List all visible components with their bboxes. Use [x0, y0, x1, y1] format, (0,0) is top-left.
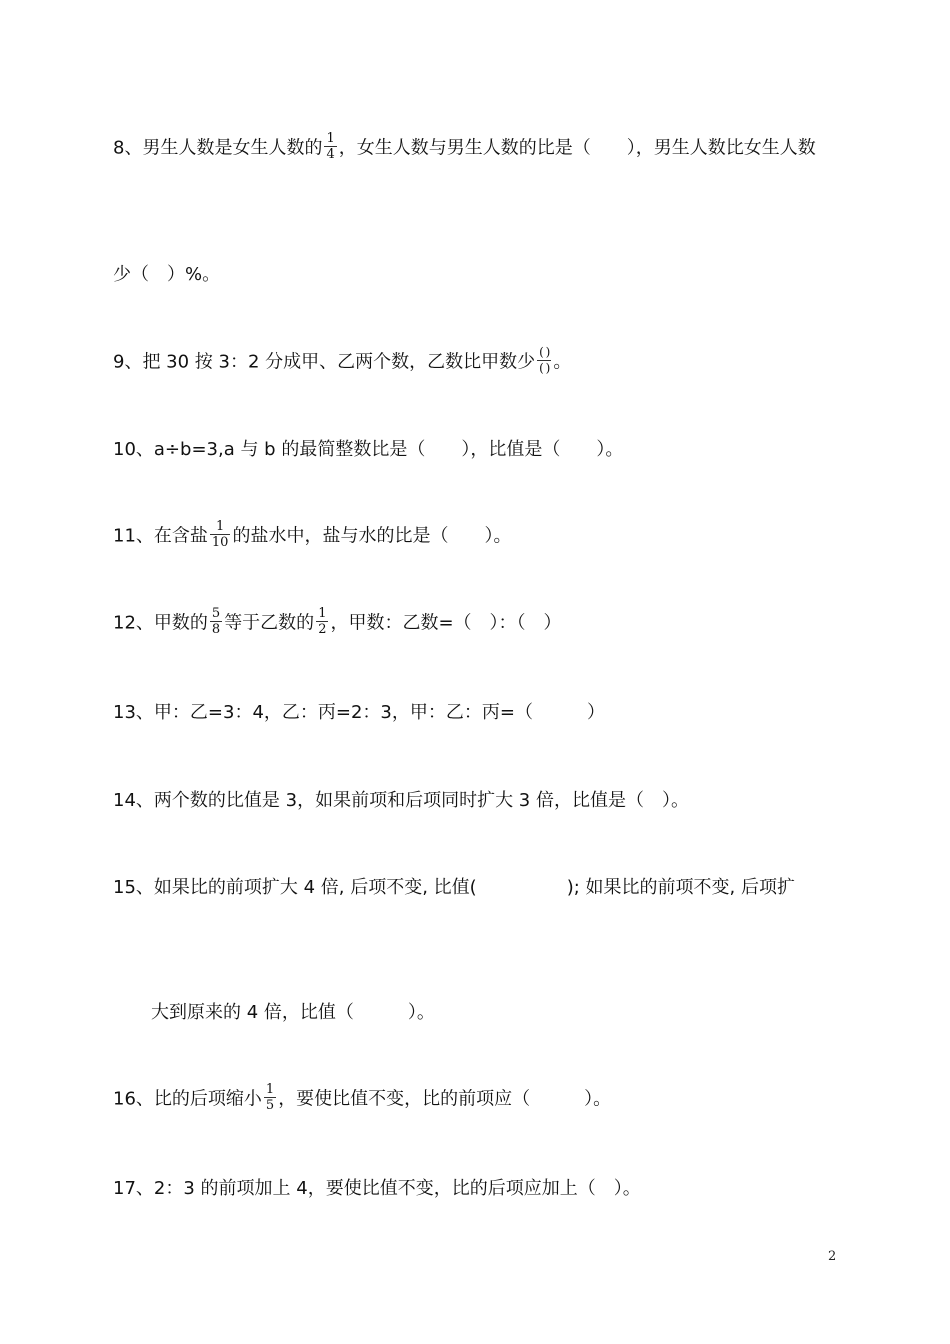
question-9 [113, 347, 571, 378]
question-16-text-a: 16、比的后项缩小 [113, 1088, 262, 1110]
question-8-line-1 [113, 133, 816, 164]
question-12-text-c: ，甲数：乙数=（ ）：（ ） [330, 612, 562, 634]
question-12-text-a: 12、甲数的 [113, 612, 208, 634]
fraction-one-fifth: $\frac{1}{5}$ [265, 1082, 275, 1113]
fraction-one-half: $\frac{1}{2}$ [318, 606, 327, 637]
question-13: 13、甲：乙=3：4，乙：丙=2：3，甲：乙：丙=（ ） [113, 702, 605, 723]
question-8-text-a: 8、男生人数是女生人数的 [113, 137, 323, 159]
question-15-line-1: 15、如果比的前项扩大 4 倍, 后项不变, 比值( ); 如果比的前项不变, 后项扩 [113, 877, 795, 898]
fraction-one-tenth: $\frac{1}{10}$ [211, 519, 229, 550]
question-16 [113, 1084, 611, 1115]
page-number: 2 [828, 1249, 837, 1264]
question-9-text-b: 。 [553, 351, 572, 373]
question-11 [113, 521, 511, 552]
question-10: 10、a÷b=3,a 与 b 的最简整数比是（ ），比值是（ ）。 [113, 439, 624, 460]
question-11-text-b: 的盐水中，盐与水的比是（ ）。 [232, 525, 512, 547]
question-15-line-2: 大到原来的 4 倍，比值（ ）。 [151, 1002, 435, 1023]
question-17: 17、2：3 的前项加上 4，要使比值不变，比的后项应加上（ ）。 [113, 1178, 641, 1199]
question-14: 14、两个数的比值是 3，如果前项和后项同时扩大 3 倍，比值是（ ）。 [113, 790, 689, 811]
question-12 [113, 608, 562, 639]
question-11-text-a: 11、在含盐 [113, 525, 208, 547]
fraction-five-eighths: $\frac{5}{8}$ [211, 606, 221, 637]
question-9-text-a: 9、把 30 按 3：2 分成甲、乙两个数，乙数比甲数少 [113, 351, 536, 373]
question-8-line-2: 少（ ）%。 [113, 264, 221, 285]
question-12-text-b: 等于乙数的 [224, 612, 315, 634]
blank-fraction: $\frac{( )}{( )}$ [539, 345, 550, 375]
question-8-text-b: ，女生人数与男生人数的比是（ ），男生人数比女生人数 [338, 137, 816, 159]
question-16-text-b: ，要使比值不变，比的前项应（ ）。 [278, 1088, 612, 1110]
fraction-one-quarter: $\frac{1}{4}$ [326, 131, 335, 162]
